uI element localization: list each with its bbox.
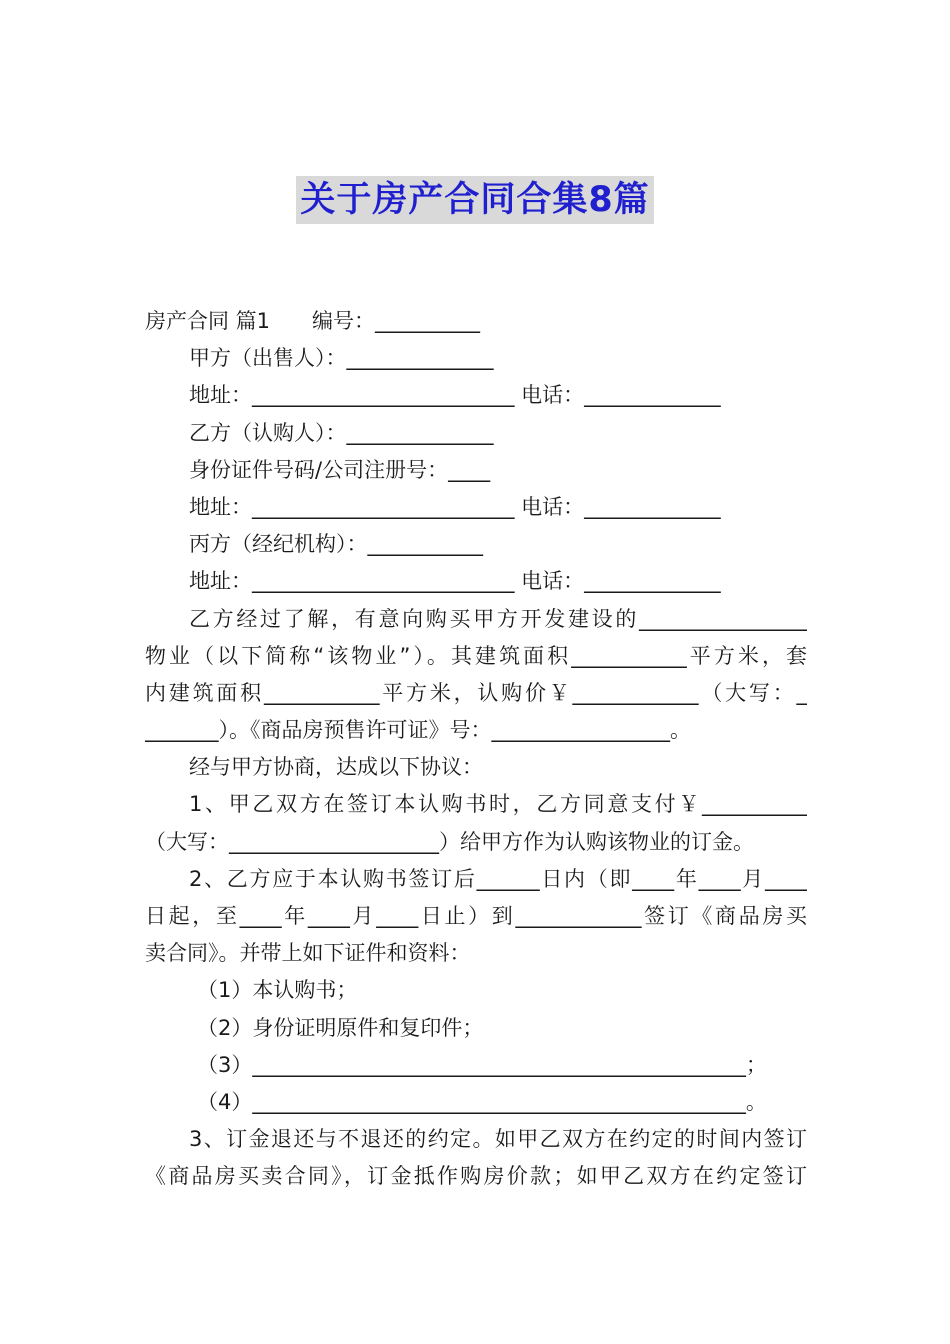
list-item: （4）_______________________________________________。 — [197, 1089, 767, 1114]
party-c-line: 丙方（经纪机构）：___________ — [189, 532, 483, 557]
list-item: （2）身份证明原件和复印件； — [197, 1015, 484, 1040]
contract-header-line: 房产合同 篇1 编号：__________ — [145, 309, 481, 333]
party-a-address-line: 地址：_________________________ 电话：_____________ — [189, 383, 721, 408]
clause-2-line: 日起，至____年____月____日止）到____________签订《商品房买 — [145, 904, 807, 928]
list-item: （3）_______________________________________________； — [197, 1052, 767, 1077]
clause-2-line: 卖合同》。并带上如下证件和资料： — [145, 941, 471, 966]
party-c-address-line: 地址：_________________________ 电话：_____________ — [189, 569, 721, 594]
clause-1-line: 1、甲乙双方在签订本认购书时，乙方同意支付￥__________ — [189, 792, 807, 817]
paragraph-line: _______）。《商品房预售许可证》号：_________________。 — [145, 718, 691, 743]
party-b-id-line: 身份证件号码/公司注册号：____ — [189, 457, 491, 482]
party-b-address-line: 地址：_________________________ 电话：_____________ — [189, 494, 721, 519]
paragraph-line: 乙方经过了解，有意向购买甲方开发建设的________________ — [189, 606, 807, 631]
paragraph-line: 内建筑面积___________平方米，认购价￥____________（大写：_ — [145, 680, 807, 705]
clause-2-line: 2、乙方应于本认购书签订后______日内（即____年____月____ — [189, 866, 807, 891]
clause-3-line: 《商品房买卖合同》，订金抵作购房价款；如甲乙双方在约定签订 — [145, 1164, 807, 1189]
clause-1-line: （大写：____________________）给甲方作为认购该物业的订金。 — [145, 829, 754, 854]
party-a-line: 甲方（出售人）：______________ — [189, 346, 494, 371]
document-title: 关于房产合同合集8篇 — [296, 176, 653, 224]
paragraph-line: 经与甲方协商，达成以下协议： — [189, 755, 483, 780]
document-body — [145, 303, 807, 1196]
list-item: （1）本认购书； — [197, 978, 358, 1003]
document-title-wrap — [0, 176, 950, 224]
party-b-line: 乙方（认购人）：______________ — [189, 420, 494, 445]
clause-3-line: 3、订金退还与不退还的约定。如甲乙双方在约定的时间内签订 — [189, 1127, 807, 1152]
paragraph-line: 物业（以下简称“该物业”）。其建筑面积___________平方米，套 — [145, 643, 807, 668]
